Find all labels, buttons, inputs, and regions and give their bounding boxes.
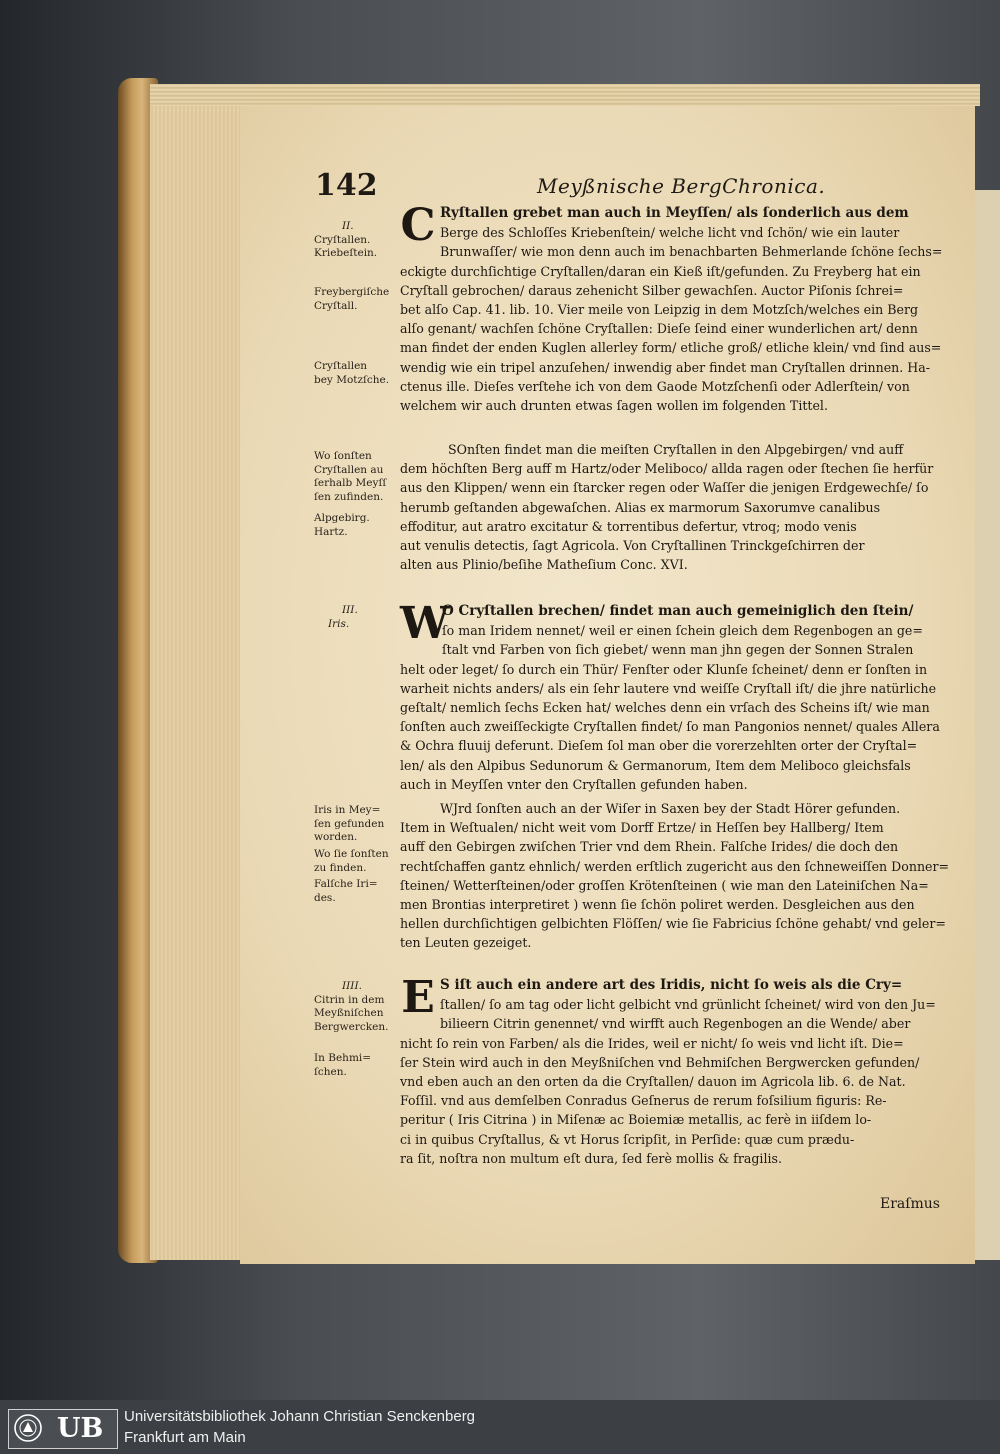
marginal-line: Wo ſie ſonſten bbox=[314, 848, 389, 860]
running-title: Meyßnische BergChronica. bbox=[537, 174, 826, 198]
marginal-note-wo-sie bbox=[314, 848, 400, 875]
text-line: ten Leuten gezeiget. bbox=[400, 935, 532, 951]
marginal-line: Falſche Iri= bbox=[314, 878, 378, 890]
paragraph-sonsten bbox=[400, 440, 952, 574]
text-line: ſtalt vnd Farben von ſich giebet/ wenn man jhn gegen der Sonnen Stralen bbox=[442, 642, 914, 658]
text-line: O Cryſtallen brechen/ findet man auch gemeiniglich den ſtein/ bbox=[442, 603, 914, 619]
marginal-line: Cryſtallen bbox=[314, 360, 368, 372]
marginal-line: ſerhalb Meyſſ bbox=[314, 477, 387, 489]
text-line: ſer Stein wird auch in den Meyßniſchen vnd Behmiſchen Bergwercken gefunden/ bbox=[400, 1054, 920, 1070]
text-line: ſteinen/ Wetterſteinen/oder groſſen Krötenſteinen ( wie man den Lateiniſchen Na= bbox=[400, 877, 929, 893]
drop-cap: W bbox=[400, 598, 450, 649]
text-line: auch in Meyſſen vnter den Cryſtallen gefunden haben. bbox=[400, 776, 748, 792]
marginal-line: II. bbox=[342, 220, 354, 232]
book-top-edge bbox=[150, 84, 980, 106]
marginal-line: Wo ſonſten bbox=[314, 450, 372, 462]
text-line: len/ als den Alpibus Sedunorum & Germanorum, Item dem Meliboco gleichsfals bbox=[400, 757, 911, 773]
text-line: Cryſtall gebrochen/ daraus zehenicht Silber gewachſen. Auctor Piſonis ſchrei= bbox=[400, 282, 904, 298]
text-line: warheit nichts anders/ als ein ſehr lautere vnd weiſſe Cryſtall iſt/ die jhre natürliche bbox=[400, 680, 937, 696]
marginal-line: Alpgebirg. bbox=[314, 512, 370, 524]
text-line: Berge des Schloſſes Kriebenſtein/ welche licht vnd ſchön/ wie ein lauter bbox=[440, 225, 900, 241]
text-line: vnd eben auch an den orten da die Cryſtallen/ dauon im Agricola lib. 6. de Nat. bbox=[400, 1074, 906, 1090]
marginal-line: III. bbox=[342, 604, 358, 616]
text-line: Foſſil. vnd aus demſelben Conradus Geſnerus de rerum foſsilium figuris: Re- bbox=[400, 1093, 887, 1109]
text-line: auff den Gebirgen zwiſchen Trier vnd dem Rhein. Falſche Irides/ die doch den bbox=[400, 839, 899, 855]
marginal-line: ſen zufinden. bbox=[314, 490, 384, 503]
text-line: ctenus ille. Dieſes verſtehe ich von dem Gaode Motzſchenſi oder Adlerſtein/ von bbox=[400, 378, 910, 394]
drop-cap: C bbox=[400, 200, 436, 251]
text-line: ci in quibus Cryſtallus, & vt Horus ſcripſit, in Perſide: quæ cum prædu- bbox=[400, 1131, 855, 1147]
marginal-line: des. bbox=[314, 891, 336, 904]
text-line: SOnſten findet man die meiſten Cryſtallen in den Alpgebirgen/ vnd auff bbox=[448, 442, 904, 457]
marginal-note-iiii bbox=[314, 980, 400, 1034]
marginal-line: ſchen. bbox=[314, 1065, 347, 1078]
text-line: eckigte durchſichtige Cryſtallen/daran ein Kieß iſt/gefunden. Zu Freyberg hat ein bbox=[400, 263, 921, 279]
text-line: helt oder leget/ ſo durch ein Thür/ Fenſter oder Klunſe ſcheinet/ denn er ſonſten in bbox=[400, 661, 928, 677]
marginal-note-falsche bbox=[314, 878, 400, 905]
marginal-line: Iris. bbox=[328, 617, 350, 630]
page-number: 142 bbox=[315, 168, 378, 203]
logo-text: UB bbox=[57, 1413, 104, 1444]
marginal-line: In Behmi= bbox=[314, 1052, 372, 1064]
text-line: effoditur, aut aratro excitatur & torrentibus defertur, vtroq; modo venis bbox=[400, 518, 857, 534]
marginal-note-iris-meyssen bbox=[314, 804, 400, 845]
text-line: rechtſchaffen gantz ehnlich/ werden erſtlich zugericht aus den ſchneweiſſen Donner= bbox=[400, 858, 950, 874]
marginal-line: Hartz. bbox=[314, 525, 348, 538]
text-line: S iſt auch ein andere art des Iridis, nicht ſo weis als die Cry= bbox=[440, 977, 903, 993]
text-line: Brunwaſſer/ wie mon denn auch im benachbarten Behmerlande ſchöne ſechs= bbox=[440, 244, 943, 260]
text-line: herumb geſtanden abgewaſchen. Alias ex marmorum Saxorumve canalibus bbox=[400, 499, 881, 515]
marginal-note-motzsche bbox=[314, 360, 400, 387]
marginal-line: IIII. bbox=[342, 980, 362, 992]
paragraph-wird-sonsten bbox=[400, 799, 952, 953]
text-line: welchem wir auch drunten etwas ſagen wollen im folgenden Tittel. bbox=[400, 398, 828, 414]
footer-bar bbox=[0, 1400, 1000, 1454]
marginal-line: Bergwercken. bbox=[314, 1020, 389, 1033]
text-line: nicht ſo rein von Farben/ als die Irides, weil er nicht/ ſo weis vnd licht iſt. Die= bbox=[400, 1035, 904, 1051]
text-line: man findet der enden Kuglen allerley form/ etliche groß/ etliche klein/ vnd ſind aus= bbox=[400, 340, 942, 356]
marginal-note-iii bbox=[314, 604, 400, 631]
marginal-line: Freybergiſche bbox=[314, 286, 390, 298]
text-line: aus den Klippen/ wenn ein ſtarcker regen oder Waſſer die jenigen Erdgewechſe/ ſo bbox=[400, 480, 929, 496]
library-logo[interactable] bbox=[8, 1409, 118, 1449]
marginal-line: Iris in Mey= bbox=[314, 804, 381, 816]
text-line: ſonſten auch zweiſſeckigte Cryſtallen findet/ ſo man Pangonios nennet/ quales Allera bbox=[400, 719, 940, 735]
text-line: bilieern Citrin genennet/ vnd wirfft auch Regenbogen an die Wende/ aber bbox=[440, 1016, 911, 1032]
text-line: ſtallen/ ſo am tag oder licht gelbicht vnd grünlicht ſcheinet/ wird von den Ju= bbox=[440, 997, 936, 1013]
paragraph-iris bbox=[400, 598, 952, 794]
text-line: dem höchſten Berg auff m Hartz/oder Meliboco/ allda ragen oder ſtechen ſie herfür bbox=[400, 461, 934, 477]
library-seal-icon bbox=[13, 1413, 43, 1443]
footer-location: Frankfurt am Main bbox=[124, 1429, 246, 1446]
text-line: peritur ( Iris Citrina ) in Miſenæ ac Boiemiæ metallis, ac ferè in iiſdem lo- bbox=[400, 1112, 872, 1128]
marginal-line: Citrin in dem bbox=[314, 993, 385, 1006]
adjacent-page-strip bbox=[975, 190, 1000, 1260]
marginal-line: Kriebeſtein. bbox=[314, 247, 378, 259]
footer-institution: Universitätsbibliothek Johann Christian Senckenberg bbox=[124, 1408, 476, 1425]
page-stack-edge bbox=[150, 100, 250, 1260]
marginal-line: worden. bbox=[314, 831, 358, 843]
paragraph-citrin bbox=[400, 972, 952, 1168]
paragraph-crystallen bbox=[400, 200, 952, 415]
marginal-line: zu finden. bbox=[314, 861, 367, 874]
text-line: WJrd ſonſten auch an der Wiſer in Saxen bey der Stadt Hörer gefunden. bbox=[440, 801, 901, 816]
marginal-line: Cryſtallen au bbox=[314, 463, 384, 476]
text-line: & Ochra fluuij deferunt. Dieſem ſol man ober die vorerzehlten orter der Cryſtal= bbox=[400, 738, 918, 754]
text-line: men Brontias interpretiret ) wenn ſie ſchön poliret werden. Desgleichen aus den bbox=[400, 897, 915, 913]
text-line: wendig wie ein tripel anzuſehen/ inwendig aber findet man Cryſtallen drinnen. Ha- bbox=[400, 359, 931, 375]
marginal-note-behmischen bbox=[314, 1052, 400, 1079]
marginal-note-alpgebirg bbox=[314, 512, 400, 539]
marginal-note-wo-sonsten bbox=[314, 450, 400, 504]
text-line: bet alſo Cap. 41. lib. 10. Vier meile von Leipzig in dem Motzſch/welches ein Berg bbox=[400, 302, 919, 318]
text-line: ra ſit, noſtra non multum eſt dura, ſed ferè mollis & fragilis. bbox=[400, 1150, 782, 1166]
text-line: geſtalt/ nemlich ſechs Ecken hat/ welches denn ein vrſach des Scheins iſt/ wie man bbox=[400, 700, 930, 716]
marginal-line: Cryſtall. bbox=[314, 299, 358, 312]
marginal-line: bey Motzſche. bbox=[314, 373, 390, 386]
marginal-line: Meyßniſchen bbox=[314, 1007, 384, 1019]
text-line: aut venulis detectis, ſagt Agricola. Von Cryſtallinen Trinckgeſchirren der bbox=[400, 538, 865, 554]
text-line: Item in Weſtualen/ nicht weit vom Dorff Ertze/ in Heſſen bey Hallberg/ Item bbox=[400, 820, 884, 836]
catchword: Eraſmus bbox=[880, 1196, 940, 1212]
text-line: alten aus Plinio/beſihe Matheſium Conc. XVI. bbox=[400, 557, 688, 573]
text-line: ſo man Iridem nennet/ weil er einen ſchein gleich dem Regenbogen an ge= bbox=[442, 623, 923, 639]
marginal-line: Cryſtallen. bbox=[314, 233, 371, 246]
text-line: Ryſtallen grebet man auch in Meyſſen/ als ſonderlich aus dem bbox=[440, 205, 909, 221]
text-line: alſo genant/ wachſen ſchöne Cryſtallen: Dieſe ſeind einer wunderlichen art/ denn bbox=[400, 321, 918, 337]
marginal-note-ii bbox=[314, 220, 400, 261]
drop-cap: E bbox=[401, 972, 435, 1023]
marginal-line: ſen gefunden bbox=[314, 817, 385, 830]
marginal-note-freyberg bbox=[314, 286, 400, 313]
text-line: hellen durchſichtigen gelbichten Flöſſen/ wie ſie Fabricius ſchöne gehabt/ vnd geler= bbox=[400, 916, 946, 932]
